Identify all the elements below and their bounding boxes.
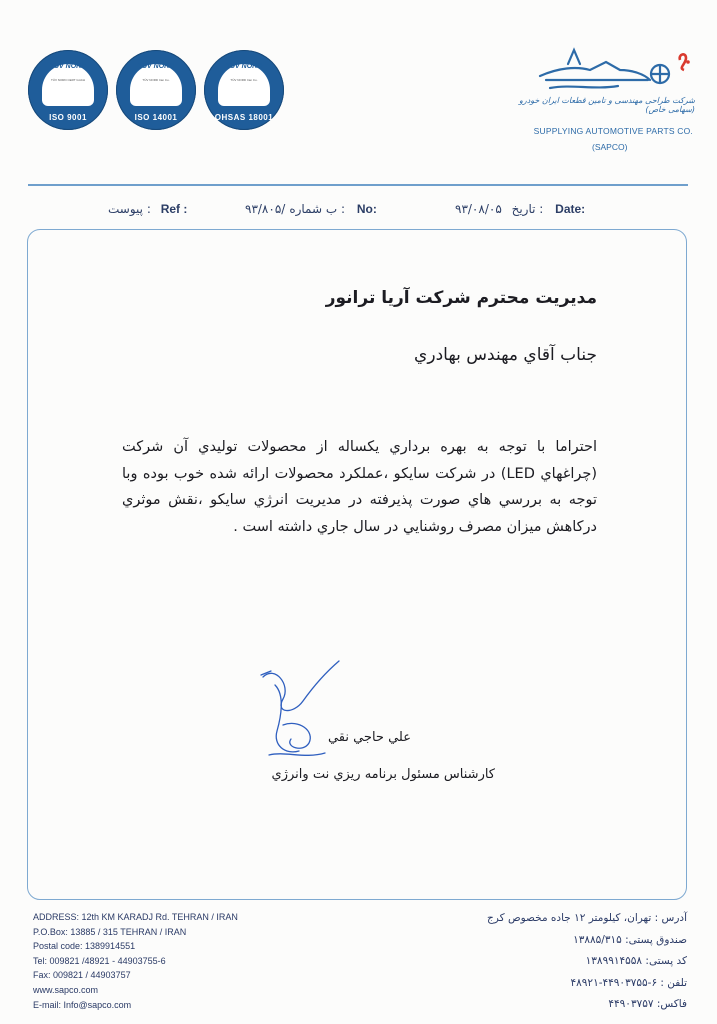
footer-address-en: ADDRESS: 12th KM KARADJ Rd. TEHRAN / IRAN	[33, 912, 238, 922]
footer-email-link[interactable]: E-mail: Info@sapco.com	[33, 999, 132, 1010]
seal-brand: TUV NORD	[225, 63, 263, 70]
seal-standard: OHSAS 18001	[214, 113, 274, 122]
footer-fax-fa: فاکس: ۴۴۹۰۳۷۵۷	[608, 998, 687, 1010]
seal-fine-print: TÜV NORD Iran Co.	[142, 78, 170, 82]
footer-pobox-en: P.O.Box: 13885 / 315 TEHRAN / IRAN	[33, 926, 187, 937]
attachment-field	[108, 202, 187, 216]
company-name-en: SUPPLYING AUTOMOTIVE PARTS CO.	[533, 126, 693, 136]
iso-9001-seal	[28, 50, 108, 130]
date-label-en: Date:	[555, 202, 586, 216]
number-label-fa: شماره :	[289, 202, 346, 216]
signature-icon	[255, 655, 345, 770]
seal-standard: ISO 14001	[134, 113, 178, 122]
header-divider	[28, 184, 688, 186]
number-field	[245, 202, 377, 216]
footer-postal-en: Postal code: 1389914551	[33, 941, 136, 952]
signer-title: كارشناس مسئول برنامه ريزي نت وانرژي	[271, 767, 495, 782]
footer-fax-en: Fax: 009821 / 44903757	[33, 970, 131, 981]
letter-addressee: مديريت محترم شركت آريا ترانور	[325, 288, 597, 308]
date-field	[455, 202, 585, 216]
date-value: ۹۳/۰۸/۰۵	[455, 202, 502, 216]
letter-frame	[27, 229, 687, 900]
ref-label-en: Ref :	[160, 202, 188, 216]
signer-name: علي حاجي نقي	[327, 730, 411, 745]
company-abbreviation: (SAPCO)	[592, 142, 628, 152]
iso-14001-seal	[116, 50, 196, 130]
seal-brand: TUV NORD	[49, 63, 87, 70]
number-label-en: No:	[356, 202, 377, 216]
ohsas-18001-seal	[204, 50, 284, 130]
footer-website-link[interactable]: www.sapco.com	[33, 984, 99, 995]
letter-body: احتراما با توجه به بهره برداري يكساله از محصولات توليدي آن شركت (چراغهاي LED) در شركت سايكو ،عملكرد محصولات ارائه شده خوب بوده وبا توجه به بررسي هاي صورت پذيرفته در مديريت انرژي سايكو ،نقش موثري دركاهش ميزان مصرف روشنايي در سال جاري داشته است .	[122, 439, 598, 535]
seal-fine-print: TÜV NORD CERT GmbH	[50, 78, 86, 82]
footer-tel-en: Tel: 009821 /48921 - 44903755-6	[33, 955, 166, 966]
footer-tel-fa: تلفن : ۶-۴۴۹۰۳۷۵۵-۴۸۹۲۱	[570, 976, 687, 989]
attachment-label-fa: پیوست :	[108, 202, 151, 216]
company-name-fa: شرکت طراحی مهندسی و تامین قطعات ایران خودرو (سهامی خاص)	[518, 96, 695, 114]
number-value: ۹۳/۸۰۵/ب	[245, 202, 338, 216]
footer-address-fa: آدرس : تهران، كيلومتر ۱۲ جاده مخصوص كرج	[487, 912, 687, 924]
seal-fine-print: TÜV NORD Iran Co.	[230, 78, 258, 82]
footer-contact-en	[33, 910, 238, 1012]
date-label-fa: تاریخ :	[511, 202, 544, 216]
footer-postal-fa: كد پستی: ۱۳۸۹۹۱۴۵۵۸	[585, 955, 687, 967]
letter-honorific: جناب آقاي مهندس بهادري	[414, 345, 597, 365]
footer-contact-fa	[487, 908, 687, 1016]
footer-pobox-fa: صندوق پستی: ۱۳۸۸۵/۳۱۵	[573, 933, 687, 946]
seal-brand: TUV NORD	[137, 63, 175, 70]
seal-standard: ISO 9001	[49, 113, 87, 122]
